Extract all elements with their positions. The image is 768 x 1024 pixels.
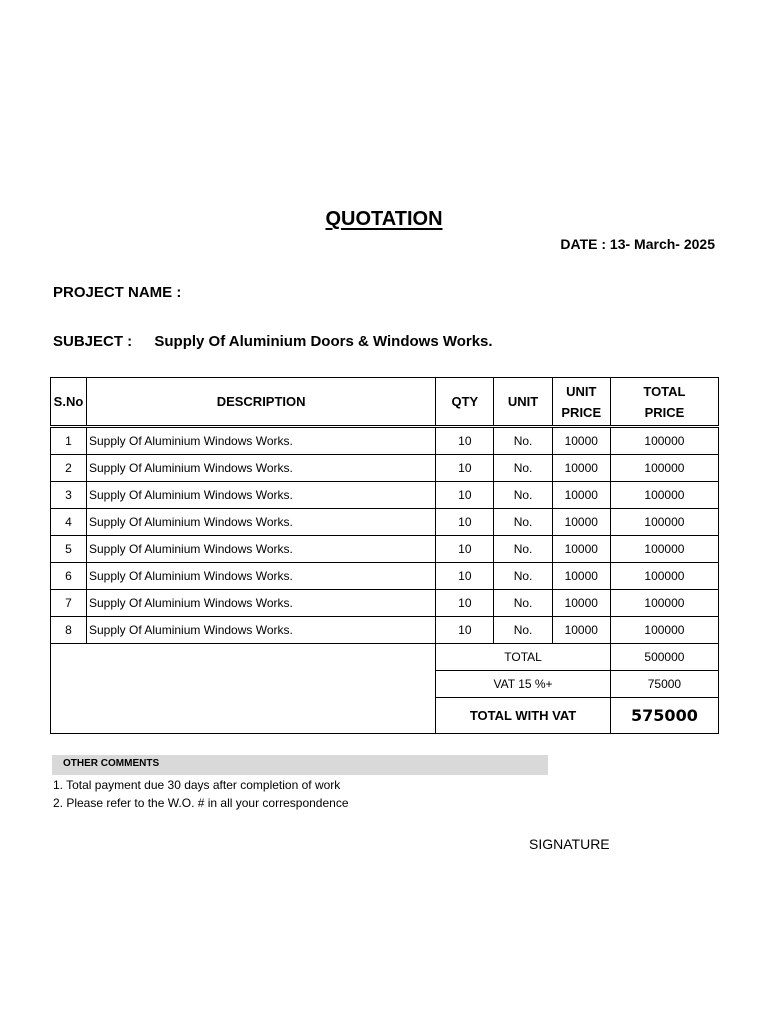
vat-value: 75000	[610, 671, 718, 698]
signature-label: SIGNATURE	[529, 836, 610, 852]
cell-unit: No.	[494, 536, 552, 563]
quotation-date: DATE : 13- March- 2025	[560, 236, 715, 252]
grand-total-value: 575000	[610, 698, 718, 734]
table-row	[51, 482, 719, 509]
cell-qty: 10	[436, 536, 494, 563]
vat-label: VAT 15 %+	[436, 671, 611, 698]
project-name-label: PROJECT NAME :	[53, 284, 182, 301]
cell-sno: 4	[51, 509, 87, 536]
cell-description: Supply Of Aluminium Windows Works.	[86, 509, 435, 536]
cell-qty: 10	[436, 427, 494, 455]
cell-total-price: 100000	[610, 455, 718, 482]
total-row	[51, 644, 719, 671]
subject-text: Supply Of Aluminium Doors & Windows Works.	[154, 333, 493, 350]
header-sno: S.No	[51, 378, 87, 427]
cell-total-price: 100000	[610, 617, 718, 644]
header-unit-price-line1: UNIT	[566, 383, 597, 399]
header-description: DESCRIPTION	[86, 378, 435, 427]
cell-unit: No.	[494, 590, 552, 617]
cell-qty: 10	[436, 590, 494, 617]
table-row	[51, 590, 719, 617]
cell-total-price: 100000	[610, 509, 718, 536]
cell-unit: No.	[494, 563, 552, 590]
header-qty: QTY	[436, 378, 494, 427]
cell-unit: No.	[494, 617, 552, 644]
table-row	[51, 455, 719, 482]
table-row	[51, 563, 719, 590]
subject-line	[53, 333, 493, 350]
cell-unit: No.	[494, 427, 552, 455]
cell-description: Supply Of Aluminium Windows Works.	[86, 427, 435, 455]
cell-unit-price: 10000	[552, 563, 610, 590]
document-title: QUOTATION	[325, 208, 443, 230]
cell-sno: 6	[51, 563, 87, 590]
comment-item: 2. Please refer to the W.O. # in all your correspondence	[53, 796, 349, 810]
cell-total-price: 100000	[610, 482, 718, 509]
cell-sno: 1	[51, 427, 87, 455]
cell-qty: 10	[436, 617, 494, 644]
header-unit-price-line2: PRICE	[561, 404, 602, 420]
cell-unit: No.	[494, 509, 552, 536]
cell-description: Supply Of Aluminium Windows Works.	[86, 563, 435, 590]
cell-description: Supply Of Aluminium Windows Works.	[86, 482, 435, 509]
cell-sno: 5	[51, 536, 87, 563]
comment-item: 1. Total payment due 30 days after completion of work	[53, 778, 341, 792]
summary-blank-area	[51, 644, 436, 734]
cell-unit-price: 10000	[552, 617, 610, 644]
header-total-price-line1: TOTAL	[643, 383, 686, 399]
header-unit: UNIT	[494, 378, 552, 427]
table-row	[51, 509, 719, 536]
table-row	[51, 536, 719, 563]
cell-sno: 3	[51, 482, 87, 509]
cell-qty: 10	[436, 563, 494, 590]
cell-unit-price: 10000	[552, 536, 610, 563]
cell-total-price: 100000	[610, 590, 718, 617]
header-total-price-line2: PRICE	[644, 404, 685, 420]
table-row	[51, 617, 719, 644]
cell-unit-price: 10000	[552, 482, 610, 509]
cell-description: Supply Of Aluminium Windows Works.	[86, 536, 435, 563]
cell-sno: 7	[51, 590, 87, 617]
other-comments-heading: OTHER COMMENTS	[52, 755, 548, 775]
total-label: TOTAL	[436, 644, 611, 671]
cell-unit-price: 10000	[552, 509, 610, 536]
grand-total-label: TOTAL WITH VAT	[436, 698, 611, 734]
quotation-table	[50, 377, 719, 734]
table-row	[51, 427, 719, 455]
cell-unit-price: 10000	[552, 427, 610, 455]
cell-sno: 8	[51, 617, 87, 644]
header-total-price	[610, 378, 718, 427]
cell-unit: No.	[494, 455, 552, 482]
header-unit-price	[552, 378, 610, 427]
subject-label: SUBJECT :	[53, 333, 133, 350]
cell-unit-price: 10000	[552, 590, 610, 617]
cell-description: Supply Of Aluminium Windows Works.	[86, 455, 435, 482]
cell-unit-price: 10000	[552, 455, 610, 482]
cell-sno: 2	[51, 455, 87, 482]
cell-qty: 10	[436, 509, 494, 536]
cell-description: Supply Of Aluminium Windows Works.	[86, 617, 435, 644]
cell-unit: No.	[494, 482, 552, 509]
cell-total-price: 100000	[610, 427, 718, 455]
cell-total-price: 100000	[610, 536, 718, 563]
table-header-row	[51, 378, 719, 427]
cell-qty: 10	[436, 482, 494, 509]
total-value: 500000	[610, 644, 718, 671]
cell-qty: 10	[436, 455, 494, 482]
cell-description: Supply Of Aluminium Windows Works.	[86, 590, 435, 617]
cell-total-price: 100000	[610, 563, 718, 590]
